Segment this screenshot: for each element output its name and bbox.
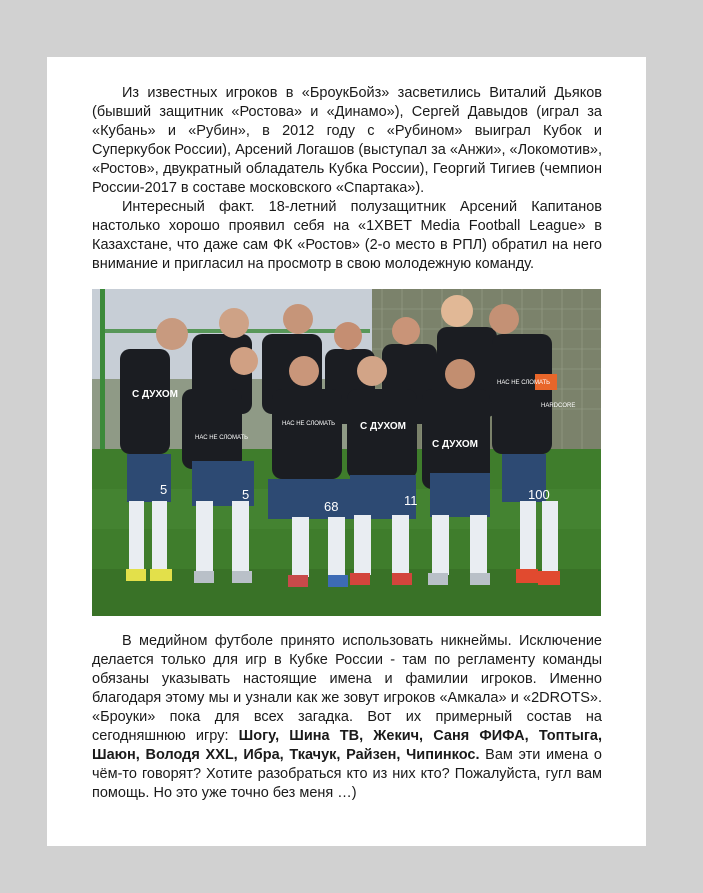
shorts-number-2: 5 (242, 487, 250, 502)
bottom-text-block (92, 632, 602, 803)
shirt-slogan-1: С ДУХОМ (132, 389, 178, 400)
shirt-slogan-2: С ДУХОМ (360, 421, 406, 432)
team-photo (92, 289, 601, 616)
paragraph-known-players: Из известных игроков в «БроукБойз» засветились Виталий Дьяков (бывший защитник «Ростова» и «Динамо»), Сергей Давыдов (играл за «Кубань» и «Рубин», в 2012 году с «Рубином» выиграл Кубок и Суперкубок России), Арсений Логашов (выступал за «Анжи», «Локомотив», «Ростов», двукратный обладатель Кубка России), Георгий Тигиев (чемпион России-2017 в составе московского «Спартака»). (92, 85, 602, 196)
paragraph-interesting-fact: Интересный факт. 18-летний полузащитник Арсений Капитанов настолько хорошо проявил себя на «1XBET Media Football League» в Казахстане, что даже сам ФК «Ростов» (2-о место в РПЛ) обратил на него внимание и пригласил на просмотр в свою молодежную команду. (92, 199, 602, 272)
shirt-slogan-alt-2: НАС НЕ СЛОМАТЬ (282, 421, 336, 427)
lineup-names: Шогу, Шина ТВ, Жекич, Саня ФИФА, Топтыга, Шаюн, Володя XXL, Ибра, Ткачук, Райзен, Чипинкос. (92, 728, 603, 763)
shirt-slogan-alt-1: НАС НЕ СЛОМАТЬ (195, 435, 249, 441)
shorts-number-4: 11 (404, 493, 418, 508)
paragraph-nicknames (92, 632, 602, 803)
shirt-slogan-alt-3: НАС НЕ СЛОМАТЬ (497, 380, 551, 386)
shorts-number-1: 5 (160, 482, 168, 497)
shorts-number-5: 100 (528, 487, 550, 502)
nicknames-intro: В медийном футболе принято использовать никнеймы. Исключение делается только для игр в Кубке России - там по регламенту команды обязаны указывать настоящие имена и фамилии игроков. Именно благодаря этому мы и узнали как же зовут игроков «Амкала» и «2DROTS». «Броуки» пока для всех загадка. Вот их примерный состав на сегодняшнюю игру: (92, 633, 602, 744)
document-page (47, 57, 646, 846)
top-text-block (92, 84, 602, 274)
shorts-number-3: 68 (324, 499, 339, 514)
shirt-slogan-3: С ДУХОМ (432, 439, 478, 450)
nicknames-outro: Вам эти имена о чём-то говорят? Хотите разобраться кто из них кто? Пожалуйста, гугл вам помощь. Но это уже точно без меня …) (92, 747, 602, 801)
sleeve-sponsor: HARDCORE (541, 403, 576, 409)
